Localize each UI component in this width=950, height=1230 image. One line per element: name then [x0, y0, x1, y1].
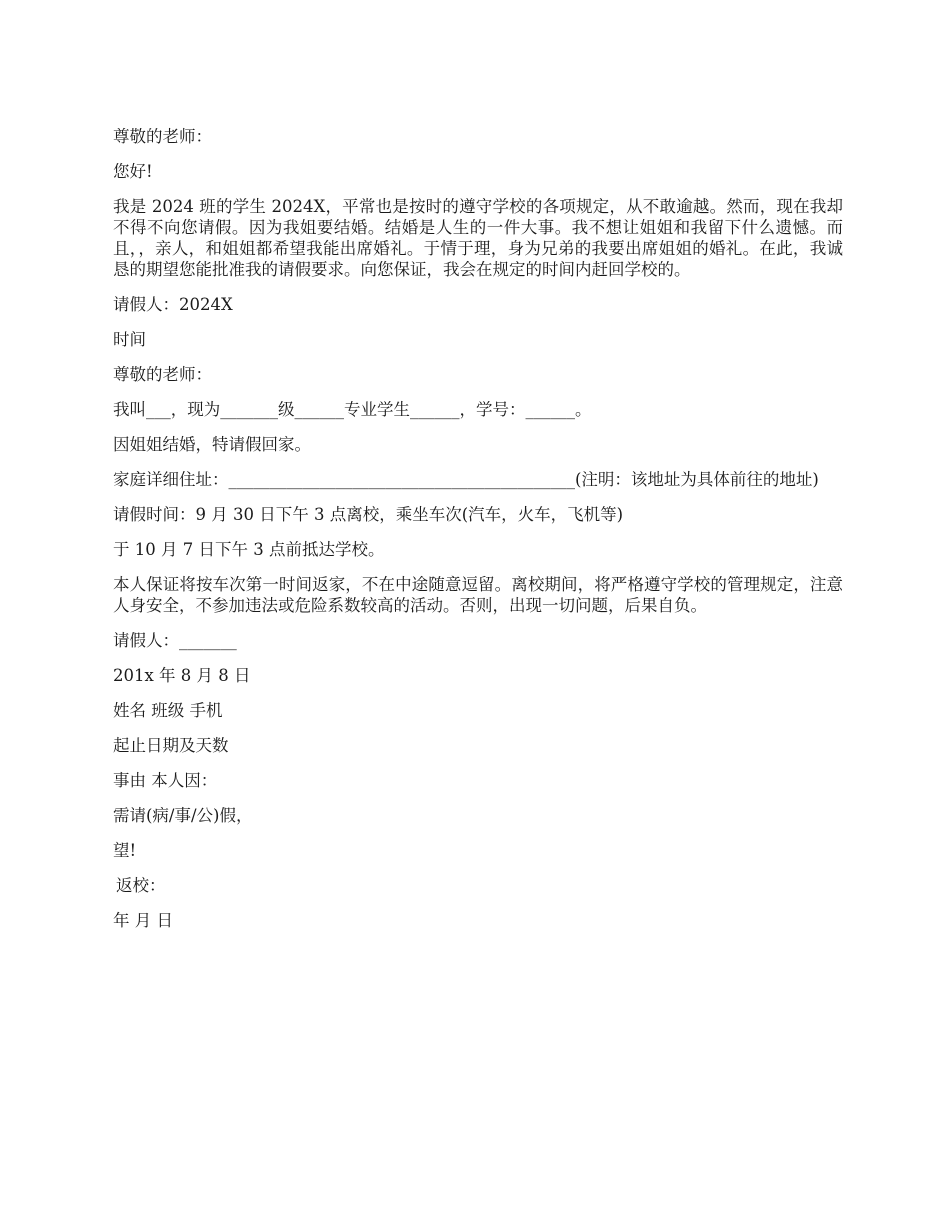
- name-class-phone-line: 姓名 班级 手机: [113, 701, 223, 720]
- date-line: 201x 年 8 月 8 日: [113, 666, 251, 685]
- guarantee-paragraph: 本人保证将按车次第一时间返家，不在中途随意逗留。离校期间，将严格遵守学校的管理规定，注意人身安全，不参加违法或危险系数较高的活动。否则，出现一切问题，后果自负。: [113, 575, 843, 615]
- salutation: 尊敬的老师：: [113, 127, 212, 146]
- date-range-line: 起止日期及天数: [113, 736, 229, 755]
- address-line: 家庭详细住址：__________________________________________(注明：该地址为具体前往的地址): [113, 470, 819, 489]
- greeting: 您好!: [113, 162, 153, 181]
- time-label: 时间: [113, 330, 146, 349]
- leave-time-line: 请假时间：9 月 30 日下午 3 点离校，乘坐车次(汽车，火车，飞机等): [113, 505, 624, 524]
- hope-line: 望!: [113, 841, 137, 860]
- return-time-line: 于 10 月 7 日下午 3 点前抵达学校。: [113, 540, 385, 559]
- applicant-line: 请假人：2024X: [113, 295, 233, 314]
- return-school-line: 返校：: [116, 876, 166, 895]
- reason-line: 因姐姐结婚，特请假回家。: [113, 435, 311, 454]
- salutation-2: 尊敬的老师：: [113, 365, 212, 384]
- year-month-day-line: 年 月 日: [113, 911, 173, 930]
- body-paragraph: 我是 2024 班的学生 2024X，平常也是按时的遵守学校的各项规定，从不敢逾越。然而，现在我却不得不向您请假。因为我姐要结婚。结婚是人生的一件大事。我不想让姐姐和我留下什么遗憾。而且，，亲人，和姐姐都希望我能出席婚礼。于情于理，身为兄弟的我要出席姐姐的婚礼。在此，我诚恳的期望您能批准我的请假要求。向您保证，我会在规定的时间内赶回学校的。: [113, 197, 843, 279]
- cause-line: 事由 本人因：: [113, 771, 218, 790]
- document-page: [113, 126, 843, 945]
- leave-type-line: 需请(病/事/公)假，: [113, 806, 253, 825]
- applicant-signature-line: 请假人：_______: [113, 631, 237, 650]
- student-info-line: 我叫___，现为_______级______专业学生______，学号：______。: [113, 400, 592, 419]
